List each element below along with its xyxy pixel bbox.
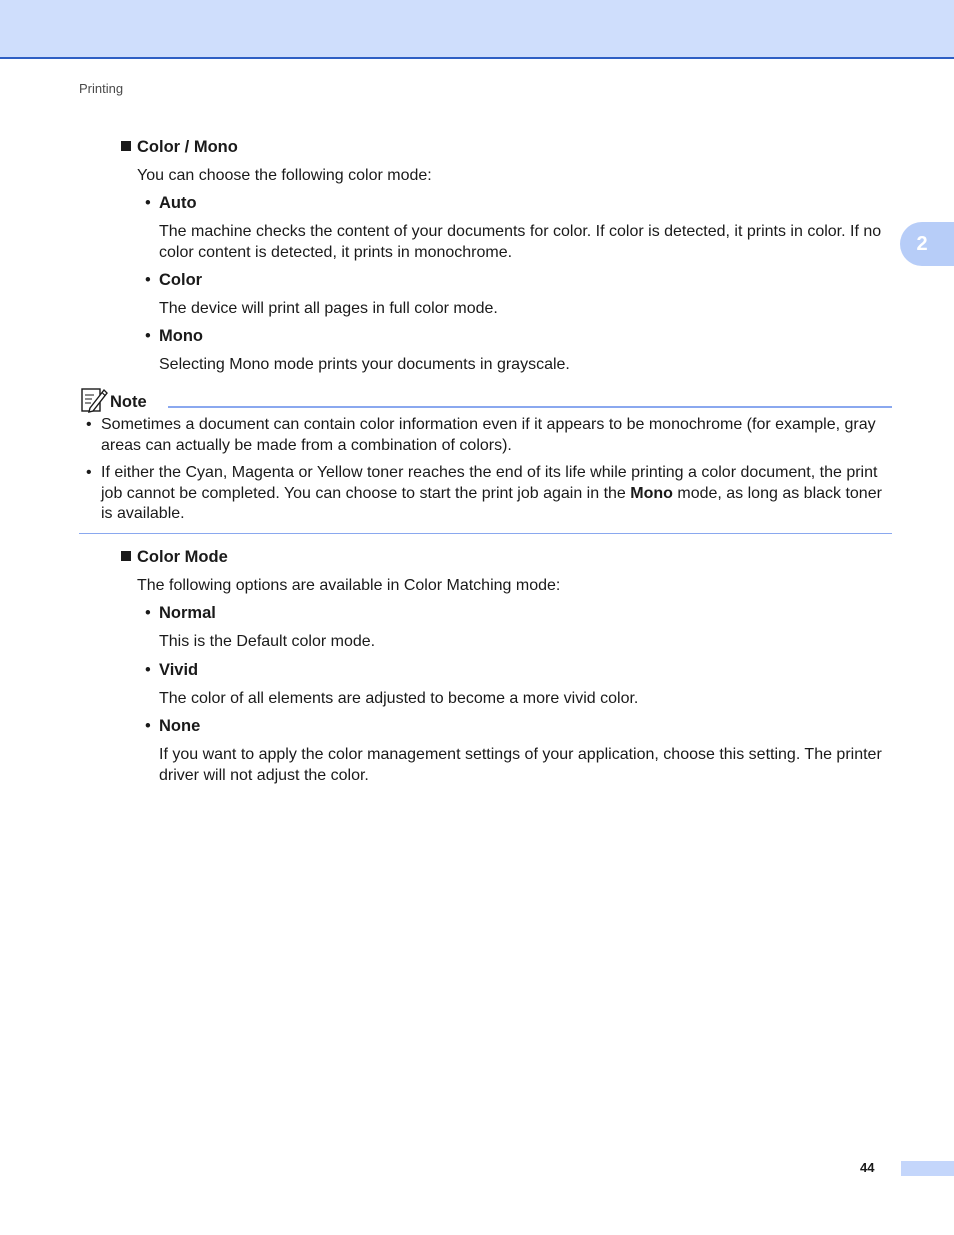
header-band [0,0,954,59]
option-auto-label [145,194,197,213]
option-vivid-desc: The color of all elements are adjusted to become a more vivid color. [159,690,639,707]
note-item [86,415,891,456]
option-label: Color [159,271,203,289]
square-bullet-icon [121,551,131,561]
option-none-desc: If you want to apply the color management settings of your application, choose this setting. The printer driver will not adjust the color. [159,746,882,784]
section-label: Printing [79,81,124,96]
note-divider [168,406,892,408]
option-mono-label [145,327,203,346]
bullet-dot-icon: • [145,194,151,212]
option-mono-desc: Selecting Mono mode prints your documents in grayscale. [159,356,570,373]
color-mode-heading [121,548,228,567]
note-pencil-icon [80,386,108,414]
heading-text: Color / Mono [137,138,238,156]
square-bullet-icon [121,141,131,151]
option-label: Normal [159,604,216,622]
bullet-dot-icon: • [145,271,151,289]
heading-text: Color Mode [137,548,228,566]
bullet-dot-icon: • [86,464,92,481]
note-item [86,463,891,525]
bullet-dot-icon: • [145,604,151,622]
option-label: Auto [159,194,197,212]
option-none-label [145,717,200,736]
bullet-dot-icon: • [145,327,151,345]
bullet-dot-icon: • [86,416,92,433]
note-item-text: mode, as long as black toner is available. [101,484,882,522]
color-mono-heading [121,138,238,157]
option-color-desc: The device will print all pages in full color mode. [159,300,498,317]
option-color-label [145,271,202,290]
option-auto-desc: The machine checks the content of your documents for color. If color is detected, it prints in color. If no color content is detected, it prints in monochrome. [159,223,882,261]
option-label: Mono [159,327,203,345]
note-header [80,386,892,416]
page-number: 44 [860,1160,875,1175]
chapter-tab: 2 [900,222,954,266]
color-mode-intro: The following options are available in Color Matching mode: [137,577,561,594]
option-normal-desc: This is the Default color mode. [159,633,376,650]
option-label: Vivid [159,661,199,679]
option-vivid-label [145,661,198,680]
bullet-dot-icon: • [145,661,151,679]
bullet-dot-icon: • [145,717,151,735]
note-bottom-divider [79,533,892,534]
option-normal-label [145,604,216,623]
note-title: Note [110,393,147,411]
color-mono-intro: You can choose the following color mode: [137,167,432,184]
note-item-text: If either the Cyan, Magenta or Yellow toner reaches the end of its life while printing a color document, the print job cannot be completed. You can choose to start the print job again in the [101,464,878,502]
page-number-bar [901,1161,954,1176]
note-item-bold: Mono [630,484,673,502]
note-item-text: Sometimes a document can contain color information even if it appears to be monochrome (for example, gray areas can actually be made from a combination of colors). [101,416,876,454]
option-label: None [159,717,201,735]
